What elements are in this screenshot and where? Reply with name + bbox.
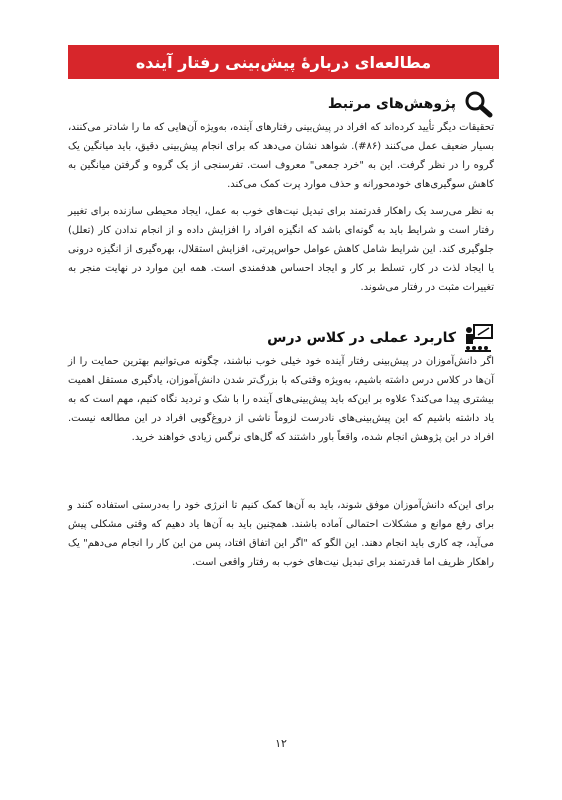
page-title-banner xyxy=(68,45,499,79)
page-number: ۱۲ xyxy=(275,737,287,750)
section-heading-text: پژوهش‌های مرتبط xyxy=(327,96,456,112)
section-heading-text: کاربرد عملی در کلاس درس xyxy=(267,330,456,346)
section-heading-practical xyxy=(267,324,494,352)
paragraph-practical-1: اگر دانش‌آموزان در پیش‌بینی رفتار آینده خود خیلی خوب نباشند، چگونه می‌توانیم بهترین حمایت را از آن‌ها در کلاس درس داشته باشیم، به‌ویژه وقتی‌که با بزرگ‌تر شدن دانش‌آموزان، یادگیری مستقل اهمیت بیشتری پیدا می‌کند؟ علاوه بر این‌که باید پیش‌بینی‌های آینده را با شک و تردید نگاه کنیم، مهم است که به یاد داشته باشیم که این پیش‌بینی‌های نادرست لزوماً ناشی از دروغ‌گویی افراد در این مطالعه نیست. افراد در این پژوهش انجام شده، واقعاً باور داشتند که گل‌های نرگس زیادی خواهند خرید. xyxy=(68,356,494,443)
paragraph-related-2: به نظر می‌رسد یک راهکار قدرتمند برای تبدیل نیت‌های خوب به عمل، ایجاد محیطی سازنده برای تغییر رفتار است و شرایط باید به گونه‌ای باشد که انگیزه افراد را افزایش داده و از انجام ندادن کار (تعلل) جلوگیری کند. این شرایط شامل کاهش عوامل حواس‌پرتی، افزایش استقلال، بهره‌گیری از انگیزه درونی یا ایجاد لذت در کار، تسلط بر کار و ایجاد احساس هدفمندی است. همه این موارد در نهایت منجر به تغییرات مثبت در رفتار می‌شوند. xyxy=(68,206,494,293)
page-title: مطالعه‌ای دربارهٔ پیش‌بینی رفتار آینده xyxy=(135,52,432,72)
magnifier-icon xyxy=(464,90,494,118)
section-heading-related xyxy=(328,90,494,118)
paragraph-practical-2: برای این‌که دانش‌آموزان موفق شوند، باید به آن‌ها کمک کنیم تا انرژی خود را به‌درستی استفاده کنند و برای رفع موانع و مشکلات احتمالی آماده باشند. همچنین باید به آن‌ها یاد دهیم که وقتی مشکلی پیش می‌آید، چه کاری باید انجام دهند. این الگو که "اگر این اتفاق افتاد، پس من این کار را انجام می‌دهم" یک راهکار ظریف اما قدرتمند برای تبدیل نیت‌های خوب به رفتار واقعی است. xyxy=(68,500,494,568)
teacher-board-icon xyxy=(464,324,494,352)
paragraph-related-1: تحقیقات دیگر تأیید کرده‌اند که افراد در پیش‌بینی رفتارهای آینده، به‌ویژه آن‌هایی که ما را شاد‌تر می‌کنند، بسیار ضعیف عمل می‌کنند (۸۶#). شواهد نشان می‌دهد که برای انجام پیش‌بینی دقیق، باید میانگین یک گروه را در نظر گرفت. این به "خرد جمعی" معروف است. تفرسنجی از یک گروه و گرفتن میانگین به کاهش سوگیری‌های خودمحورانه و حذف موارد پرت کمک می‌کند. xyxy=(68,122,494,190)
